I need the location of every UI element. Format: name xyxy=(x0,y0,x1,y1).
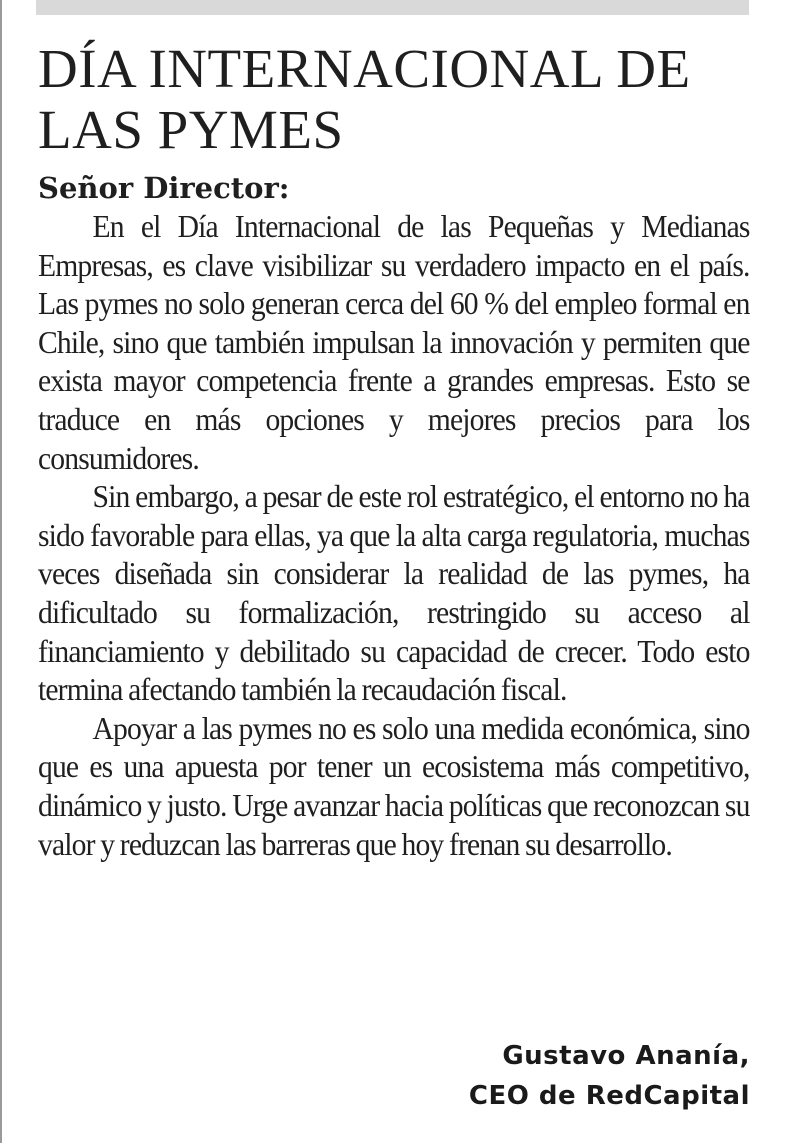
headline-line-2: LAS PYMES xyxy=(38,99,344,160)
column-divider xyxy=(0,0,2,1143)
letter-greeting: Señor Director: xyxy=(38,171,290,205)
headline xyxy=(38,38,750,160)
top-header-band xyxy=(36,0,749,15)
body-paragraph-3: Apoyar a las pymes no es solo una medida económica, sino que es una apuesta por tener un ecosistema más competitivo, dinámico y justo. Urge avanzar hacia políticas que reconozcan su valor y reduzcan las barreras que hoy frenan su desarrollo. xyxy=(38,710,750,862)
body-paragraph-1: En el Día Internacional de las Pequeñas y Medianas Empresas, es clave visibilizar su verdadero impacto en el país. Las pymes no solo generan cerca del 60 % del empleo formal en Chile, sino que también impulsan la innovación y permiten que exista mayor competencia frente a grandes empresas. Esto se traduce en más opciones y mejores precios para los consumidores. xyxy=(38,209,750,476)
signature-block xyxy=(469,1036,750,1116)
body-paragraph-2: Sin embargo, a pesar de este rol estratégico, el entorno no ha sido favorable para ellas, ya que la alta carga regulatoria, muchas veces diseñada sin considerar la realidad de las pymes, ha dificultado su formalización, restringido su acceso al financiamiento y debilitado su capacidad de crecer. Todo esto termina afectando también la recaudación fiscal. xyxy=(38,479,750,708)
signature-title: CEO de RedCapital xyxy=(468,1081,750,1111)
headline-line-1: DÍA INTERNACIONAL DE xyxy=(38,38,691,99)
letter-article xyxy=(38,38,750,864)
signature-name: Gustavo Ananía, xyxy=(502,1041,750,1071)
